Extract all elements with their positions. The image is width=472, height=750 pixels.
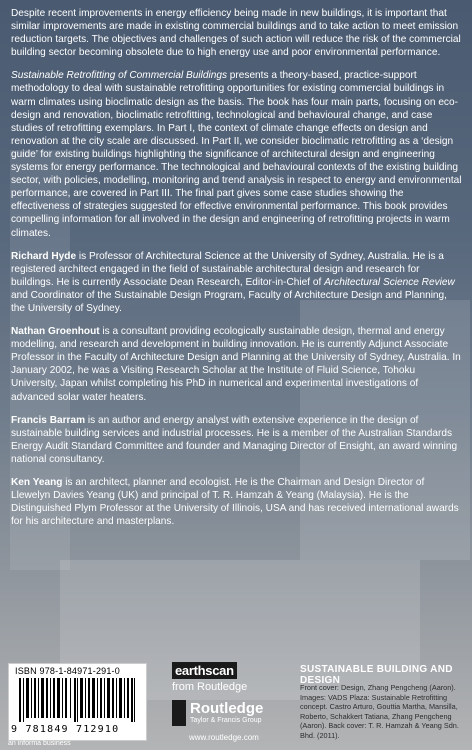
barcode-digits: 9 781849 712910 (11, 724, 120, 735)
author-bio: Nathan Groenhout is a consultant providing ecologically sustainable design, thermal and energy modelling, and research and development in building innovation. He is currently Adjunct Associate Professor in the Faculty of Architecture Design and Planning at the University of Sydney, Australia. In January 2002, he was a Visiting Research Scholar at the Institute of Fluid Science, Tohoku University, Japan whilst completing his PhD in numerical and experimental investigations of advanced solar water heaters. (11, 326, 461, 403)
from-routledge: from Routledge (172, 681, 248, 693)
description-paragraph (11, 69, 463, 239)
routledge-subtitle: Taylor & Francis Group (190, 717, 262, 724)
intro-paragraph: Despite recent improvements in energy efficiency being made in new buildings, it is important that similar improvements are made in existing commercial buildings and to take action to meet emission reduction targets. The objectives and challenges of such action will reduce the risk of the commercial building sector becoming obsolete due to high energy use and poor environmental performance. (11, 8, 461, 59)
author-name: Richard Hyde (11, 250, 77, 262)
author-bio: Francis Barram is an author and energy analyst with extensive experience in the design of sustainable building services and industrial processes. He is a member of the Australian Standards Energy Audit Standard Committee and founder and Managing Director of Ensight, an award winning national consultancy. (11, 414, 458, 465)
book-title: Sustainable Retrofitting of Commercial Buildings (11, 70, 227, 82)
publisher-logos (172, 662, 284, 742)
image-credits: Front cover: Design, Zhang Pengcheng (Aaron). Images: VADS Plaza: Sustainable Retrofitting concept. Castro Arturo, Gouttia Martha, Mansilla, Roberto, Schakkert Tatiana, Zhang Pengcheng (Aaron). Back cover: T. R. Hamzah & Yeang Sdn. Bhd. (2011). (300, 683, 459, 740)
routledge-name: Routledge (190, 700, 264, 717)
informa-tagline: an informa business (8, 740, 71, 747)
routledge-logo (172, 700, 284, 728)
author-bio: Richard Hyde is Professor of Architectural Science at the University of Sydney, Australia. He is a registered architect engaged in the field of sustainable architectural design and research for buildings. He is currently Associate Dean Research, Editor-in-Chief of Architectural Science Review and Coordinator of the Sustainable Design Program, Faculty of Architecture Design and Planning, the University of Sydney. (11, 250, 455, 314)
author-name: Ken Yeang (11, 477, 63, 488)
author-name: Francis Barram (11, 414, 86, 426)
back-cover-text (11, 7, 463, 538)
isbn-number: ISBN 978-1-84971-291-0 (15, 666, 120, 676)
publisher-url: www.routledge.com (189, 733, 259, 742)
author-name: Nathan Groenhout (11, 326, 100, 338)
routledge-mark-icon (172, 700, 186, 726)
isbn-barcode-box (8, 663, 147, 741)
author-bio: Ken Yeang is an architect, planner and ecologist. He is the Chairman and Design Director of Llewelyn Davies Yeang (UK) and principal of T. R. Hamzah & Yeang (Malaysia). He is the Distinguished Plym Professor at the University of Illinois, USA and has received international awards for his architecture and masterplans. (11, 477, 459, 528)
earthscan-logo: earthscan (172, 662, 237, 679)
series-title: SUSTAINABLE BUILDING AND DESIGN (300, 664, 453, 686)
barcode-icon (19, 678, 136, 722)
description-text: presents a theory-based, practice-support methodology to deal with sustainable retrofitting opportunities for existing commercial buildings in warm climates using bioclimatic design as the basis. The book has four main parts, focusing on eco-design and renovation, bioclimatic retrofitting, technological and behavioural change, and case studies of retrofitting exemplars. In Part I, the context of climate change effects on design and renovation at the city scale are discussed. In Part II, we consider bioclimatic retrofitting as a ‘design guide’ for existing buildings highlighting the significance of architectural design and engineering systems for energy performance. The technological and behavioural contexts of the existing building sector, with policies, modelling, monitoring and trend analysis in respect to energy and environmental performance, are covered in Part III. The final part gives some case studies showing the effectiveness of strategies suggested for effective environmental performance. This book provides compelling information for all involved in the design and engineering of retrofitting projects in warm climates. (11, 70, 462, 239)
